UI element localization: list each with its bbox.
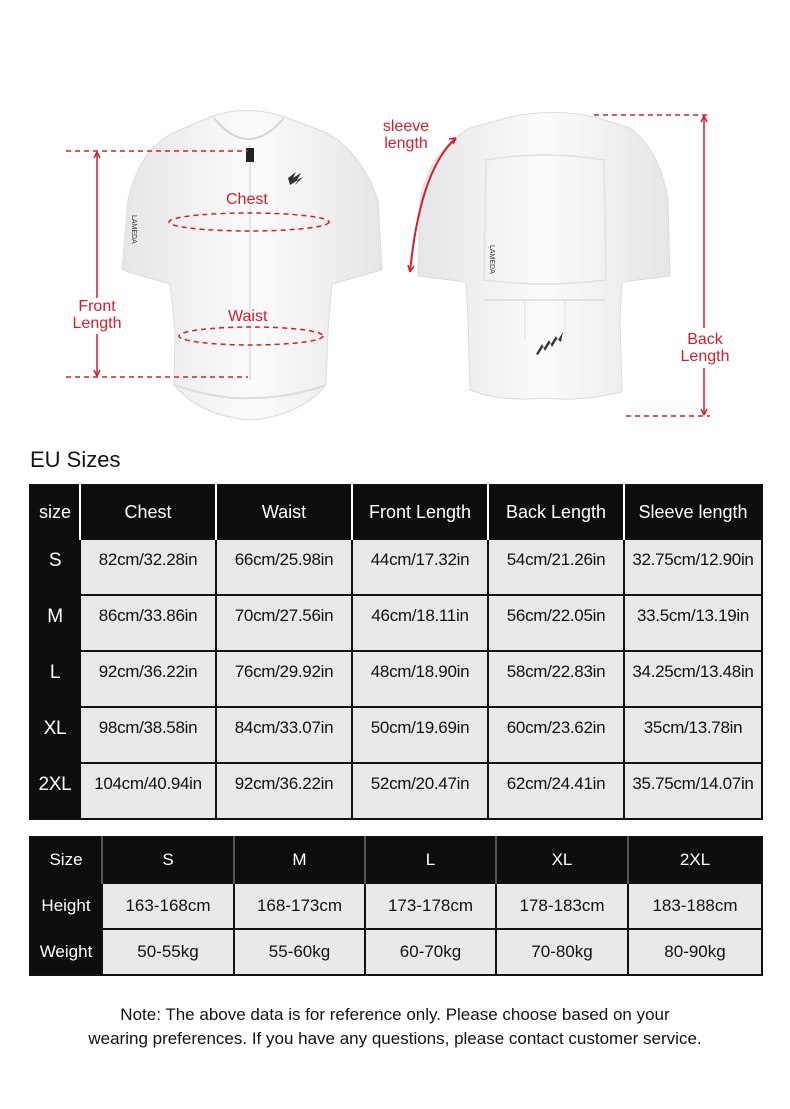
weight-label: Weight xyxy=(30,929,102,975)
header-l: L xyxy=(365,837,496,883)
header-size: size xyxy=(30,485,80,539)
back-length-label-line1: Back xyxy=(687,331,723,348)
body-size-table xyxy=(29,836,763,976)
weight-cell: 55-60kg xyxy=(234,929,365,975)
height-cell: 183-188cm xyxy=(628,883,762,929)
front-length-cell: 50cm/19.69in xyxy=(352,707,488,763)
header-back-length: Back Length xyxy=(488,485,624,539)
sleeve-length-cell: 35.75cm/14.07in xyxy=(624,763,762,819)
jersey-drawing xyxy=(0,0,790,440)
front-length-cell: 46cm/18.11in xyxy=(352,595,488,651)
front-jersey xyxy=(122,111,382,421)
back-length-cell: 60cm/23.62in xyxy=(488,707,624,763)
front-length-cell: 44cm/17.32in xyxy=(352,539,488,595)
table-row xyxy=(30,707,762,763)
back-length-label xyxy=(678,331,732,365)
table-row xyxy=(30,763,762,819)
sleeve-length-label-line2: length xyxy=(384,135,428,152)
header-sleeve-length: Sleeve length xyxy=(624,485,762,539)
header-chest: Chest xyxy=(80,485,216,539)
sleeve-length-cell: 33.5cm/13.19in xyxy=(624,595,762,651)
sleeve-length-cell: 34.25cm/13.48in xyxy=(624,651,762,707)
eu-sizes-heading: EU Sizes xyxy=(30,447,121,472)
waist-cell: 66cm/25.98in xyxy=(216,539,352,595)
sleeve-length-label-line1: sleeve xyxy=(382,118,430,135)
note-line-2: wearing preferences. If you have any questions, please contact customer service. xyxy=(88,1029,702,1048)
weight-cell: 70-80kg xyxy=(496,929,628,975)
eu-size-table xyxy=(29,484,763,820)
header-xl: XL xyxy=(496,837,628,883)
eu-size-table-header xyxy=(30,485,762,539)
header-waist: Waist xyxy=(216,485,352,539)
back-length-cell: 54cm/21.26in xyxy=(488,539,624,595)
back-length-label-line2: Length xyxy=(680,348,730,365)
front-length-label-line2: Length xyxy=(72,315,122,332)
waist-label: Waist xyxy=(228,308,268,325)
height-cell: 178-183cm xyxy=(496,883,628,929)
waist-cell: 70cm/27.56in xyxy=(216,595,352,651)
height-cell: 163-168cm xyxy=(102,883,234,929)
table-row xyxy=(30,651,762,707)
reference-note xyxy=(0,1003,790,1051)
chest-cell: 104cm/40.94in xyxy=(80,763,216,819)
size-cell: 2XL xyxy=(30,763,80,819)
front-length-label-line1: Front xyxy=(78,298,116,315)
waist-cell: 92cm/36.22in xyxy=(216,763,352,819)
size-cell: M xyxy=(30,595,80,651)
weight-cell: 80-90kg xyxy=(628,929,762,975)
chest-label: Chest xyxy=(226,191,268,208)
back-brand-text: LAMEDA xyxy=(488,245,495,274)
chest-cell: 92cm/36.22in xyxy=(80,651,216,707)
height-cell: 168-173cm xyxy=(234,883,365,929)
header-2xl: 2XL xyxy=(628,837,762,883)
weight-row xyxy=(30,929,762,975)
front-length-cell: 48cm/18.90in xyxy=(352,651,488,707)
size-cell: S xyxy=(30,539,80,595)
back-length-cell: 56cm/22.05in xyxy=(488,595,624,651)
weight-cell: 50-55kg xyxy=(102,929,234,975)
header-s: S xyxy=(102,837,234,883)
height-label: Height xyxy=(30,883,102,929)
waist-cell: 76cm/29.92in xyxy=(216,651,352,707)
height-cell: 173-178cm xyxy=(365,883,496,929)
table-row xyxy=(30,595,762,651)
note-line-1: Note: The above data is for reference only. Please choose based on your xyxy=(120,1005,670,1024)
sleeve-length-label xyxy=(380,118,432,152)
sleeve-length-cell: 32.75cm/12.90in xyxy=(624,539,762,595)
chest-cell: 86cm/33.86in xyxy=(80,595,216,651)
weight-cell: 60-70kg xyxy=(365,929,496,975)
table-row xyxy=(30,539,762,595)
waist-cell: 84cm/33.07in xyxy=(216,707,352,763)
front-length-cell: 52cm/20.47in xyxy=(352,763,488,819)
size-cell: L xyxy=(30,651,80,707)
back-jersey xyxy=(418,113,670,400)
back-length-cell: 58cm/22.83in xyxy=(488,651,624,707)
front-length-label xyxy=(70,298,124,332)
jersey-illustrations xyxy=(0,0,790,440)
header-front-length: Front Length xyxy=(352,485,488,539)
sleeve-length-cell: 35cm/13.78in xyxy=(624,707,762,763)
body-size-table-header xyxy=(30,837,762,883)
chest-cell: 82cm/32.28in xyxy=(80,539,216,595)
header-size: Size xyxy=(30,837,102,883)
height-row xyxy=(30,883,762,929)
chest-cell: 98cm/38.58in xyxy=(80,707,216,763)
back-length-cell: 62cm/24.41in xyxy=(488,763,624,819)
front-brand-text: LAMEDA xyxy=(130,215,137,244)
header-m: M xyxy=(234,837,365,883)
size-cell: XL xyxy=(30,707,80,763)
